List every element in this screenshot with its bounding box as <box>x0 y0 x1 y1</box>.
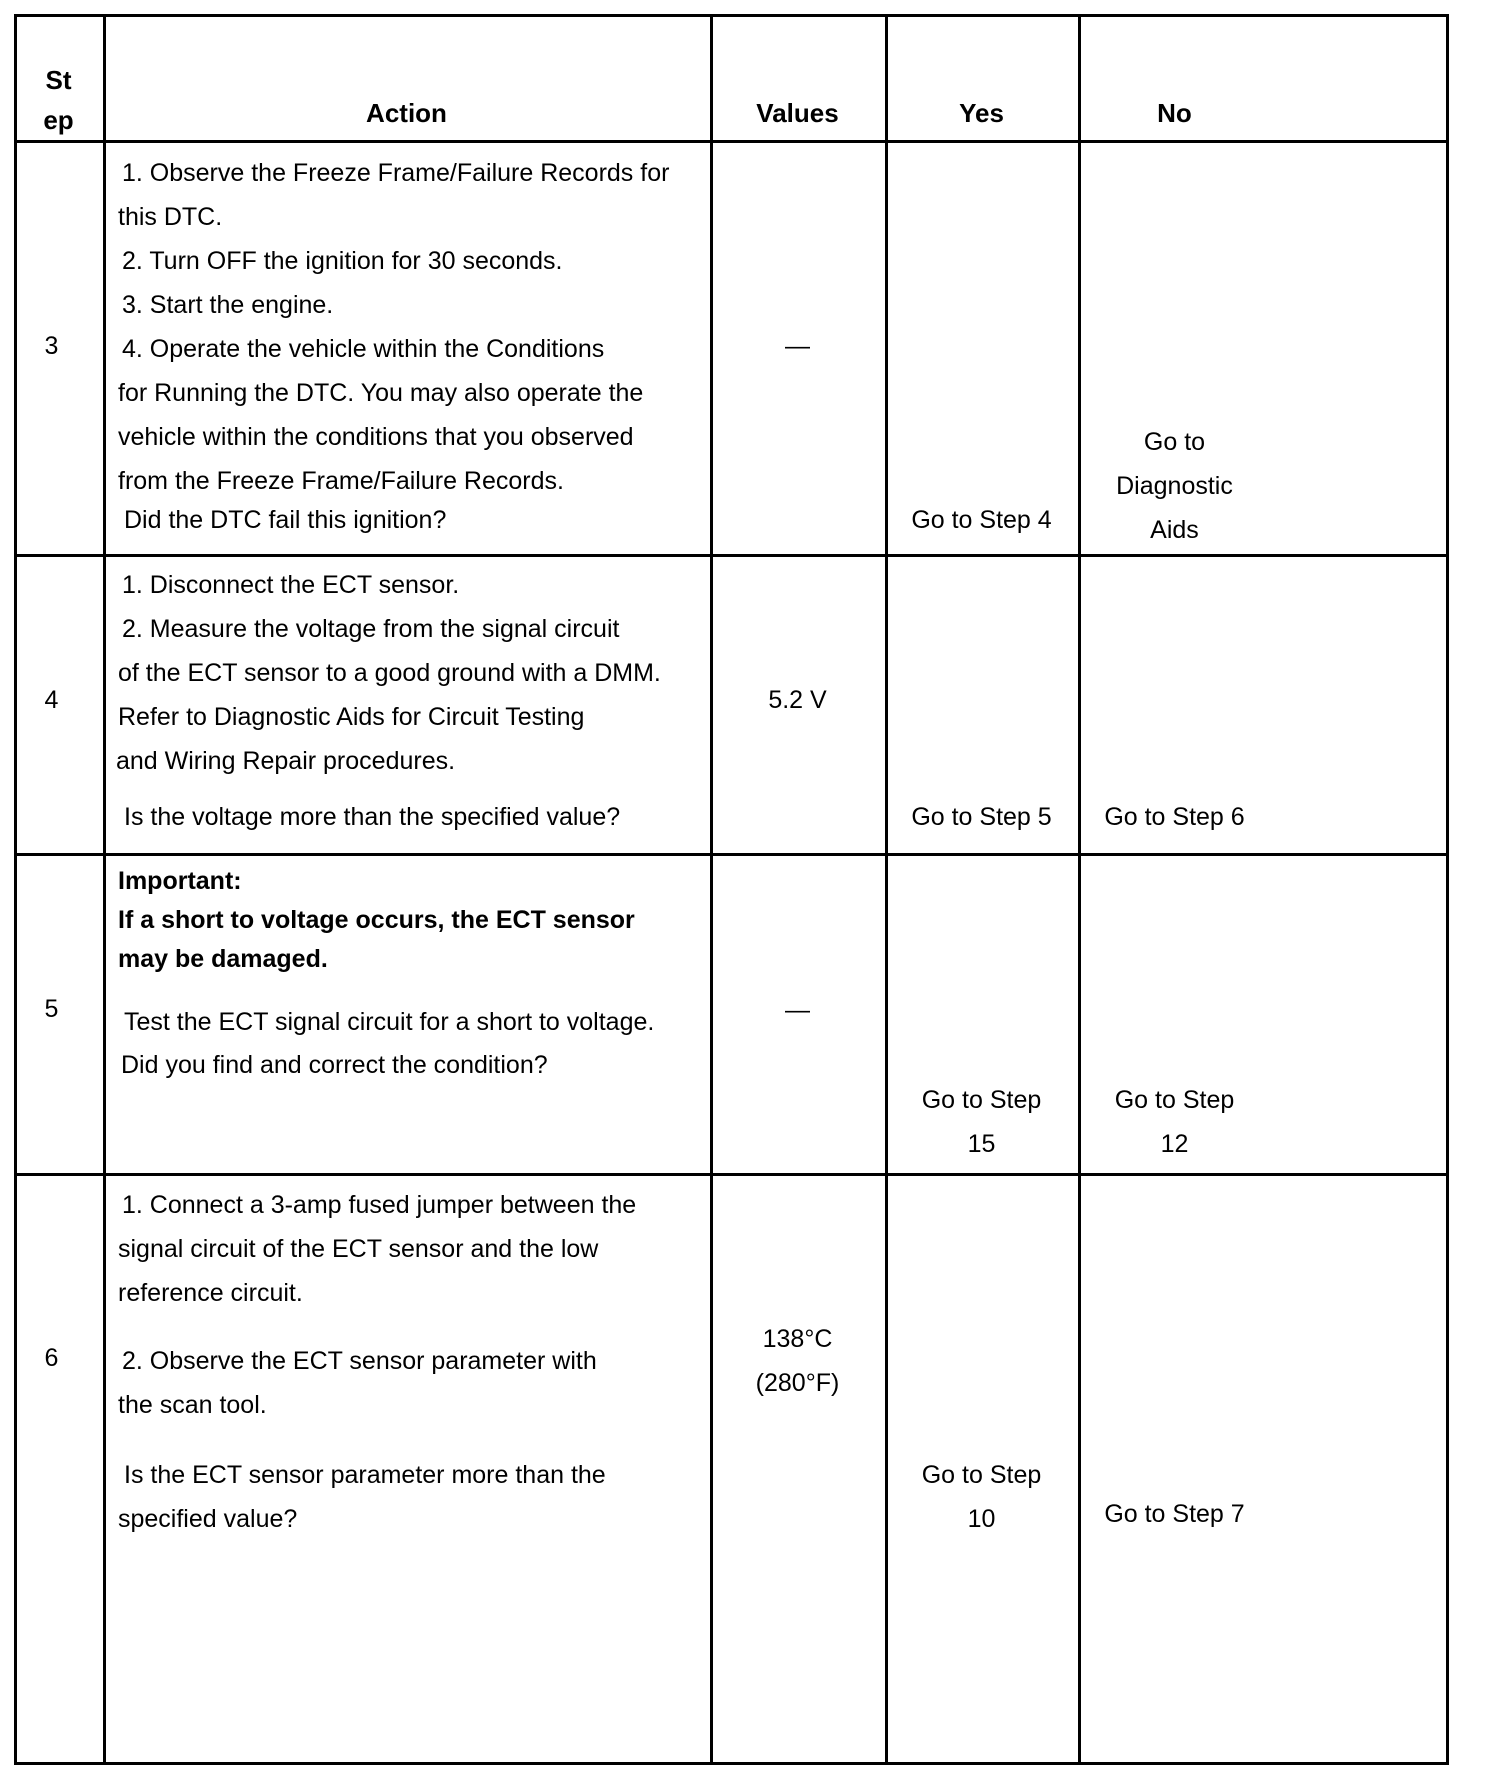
action-line: 2. Measure the voltage from the signal circuit <box>122 615 620 643</box>
yes-result-line: 10 <box>967 1505 996 1533</box>
row-divider <box>17 853 1446 856</box>
row-divider <box>17 1173 1446 1176</box>
yes-result <box>885 1078 1078 1166</box>
header-step <box>14 60 103 140</box>
header-action: Action <box>366 98 447 128</box>
header-yes: Yes <box>959 98 1004 128</box>
action-line: 1. Connect a 3-amp fused jumper between the <box>122 1191 637 1219</box>
action-line: Refer to Diagnostic Aids for Circuit Testing <box>118 703 585 731</box>
action-line: from the Freeze Frame/Failure Records. <box>118 467 564 495</box>
no-result-line: Diagnostic <box>1116 472 1233 500</box>
value-text: 5.2 V <box>768 686 827 714</box>
yes-result: Go to Step 5 <box>911 803 1052 831</box>
question-line: specified value? <box>118 1505 298 1533</box>
action-text <box>118 1183 636 1315</box>
action-line: for Running the DTC. You may also operate the <box>118 379 644 407</box>
no-result-line: Aids <box>1150 516 1199 544</box>
action-line: vehicle within the conditions that you observed <box>118 423 634 451</box>
action-question <box>118 1453 606 1541</box>
action-line: 3. Start the engine. <box>122 291 334 319</box>
value-line: 138°C <box>762 1325 833 1353</box>
important-label: Important: <box>118 867 242 895</box>
yes-result: Go to Step 4 <box>911 506 1052 534</box>
action-line: 4. Operate the vehicle within the Conditions <box>122 335 605 363</box>
header-step-line-2: ep <box>43 105 74 135</box>
yes-result-line: 15 <box>967 1130 996 1158</box>
header-step-line-1: St <box>45 65 72 95</box>
step-number: 4 <box>44 686 59 714</box>
step-number: 5 <box>44 995 59 1023</box>
column-divider <box>710 17 713 1762</box>
action-question: Did the DTC fail this ignition? <box>124 506 447 534</box>
action-line: 1. Disconnect the ECT sensor. <box>122 571 460 599</box>
value-text <box>710 1317 885 1405</box>
action-line: this DTC. <box>118 203 223 231</box>
action-line: Test the ECT signal circuit for a short to voltage. <box>124 1008 655 1036</box>
action-line: Did you find and correct the condition? <box>121 1051 548 1079</box>
no-result-line: Go to <box>1143 428 1206 456</box>
step-number: 3 <box>44 332 59 360</box>
important-line: may be damaged. <box>118 945 328 973</box>
action-line: the scan tool. <box>118 1391 267 1419</box>
yes-result-line: Go to Step <box>921 1086 1042 1114</box>
value-line: (280°F) <box>755 1369 840 1397</box>
no-result <box>1078 420 1271 552</box>
yes-result <box>885 1453 1078 1541</box>
action-line: signal circuit of the ECT sensor and the low <box>118 1235 599 1263</box>
value-text: — <box>785 996 810 1024</box>
action-question: Is the voltage more than the specified value? <box>124 803 621 831</box>
action-line: of the ECT sensor to a good ground with a DMM. <box>118 659 661 687</box>
action-text <box>118 563 661 783</box>
value-text: — <box>785 332 810 360</box>
action-line: reference circuit. <box>118 1279 303 1307</box>
row-divider <box>17 554 1446 557</box>
row-divider <box>17 140 1446 143</box>
action-line: 2. Observe the ECT sensor parameter with <box>122 1347 597 1375</box>
action-line: 2. Turn OFF the ignition for 30 seconds. <box>122 247 563 275</box>
question-line: Is the ECT sensor parameter more than the <box>124 1461 606 1489</box>
no-result <box>1078 1078 1271 1166</box>
step-number: 6 <box>44 1344 59 1372</box>
no-result: Go to Step 7 <box>1104 1500 1245 1528</box>
no-result-line: 12 <box>1160 1130 1189 1158</box>
no-result: Go to Step 6 <box>1104 803 1245 831</box>
important-line: If a short to voltage occurs, the ECT sensor <box>118 906 635 934</box>
action-text <box>118 1339 597 1427</box>
important-note <box>118 862 635 979</box>
action-line: and Wiring Repair procedures. <box>116 747 456 775</box>
yes-result-line: Go to Step <box>921 1461 1042 1489</box>
header-no: No <box>1157 98 1192 128</box>
column-divider <box>103 17 106 1762</box>
no-result-line: Go to Step <box>1114 1086 1235 1114</box>
action-text <box>118 151 669 503</box>
header-values: Values <box>756 98 839 128</box>
action-line: 1. Observe the Freeze Frame/Failure Records for <box>122 159 670 187</box>
